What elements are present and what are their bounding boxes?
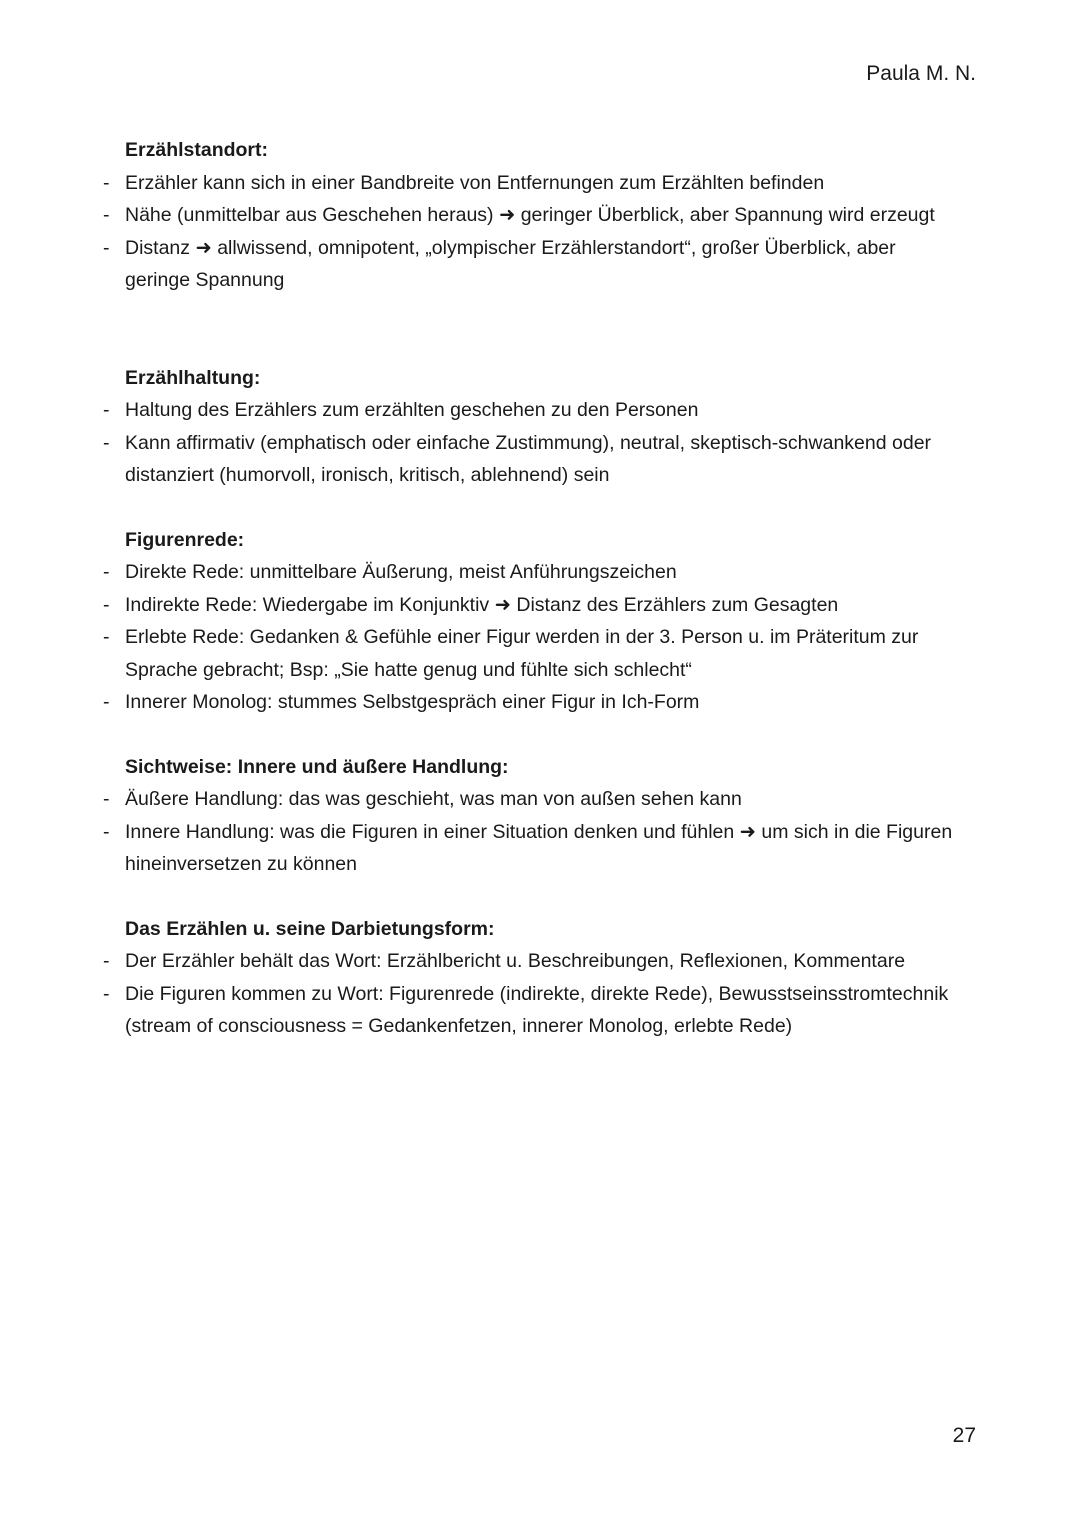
- bullet-list: [0, 394, 1080, 492]
- section-darbietungsform: [0, 913, 1080, 1043]
- list-item: - Äußere Handlung: das was geschieht, was man von außen sehen kann: [125, 783, 980, 816]
- bullet-dash: -: [103, 171, 110, 194]
- list-item: - Der Erzähler behält das Wort: Erzählbericht u. Beschreibungen, Reflexionen, Kommentare: [125, 945, 980, 978]
- bullet-list: [0, 167, 1080, 297]
- section-title: Figurenrede:: [125, 528, 245, 551]
- bullet-dash: -: [103, 820, 110, 843]
- section-figurenrede: [0, 524, 1080, 719]
- bullet-dash: -: [103, 561, 110, 583]
- section-title: Erzählstandort:: [125, 139, 269, 161]
- bullet-dash: -: [103, 431, 110, 454]
- list-item: - Erlebte Rede: Gedanken & Gefühle einer Figur werden in der 3. Person u. im Präteritum zur Sprache gebracht; Bsp: „Sie hatte genug und fühlte sich schlecht“: [125, 621, 945, 686]
- bullet-list: [0, 556, 1080, 719]
- bullet-dash: -: [103, 982, 110, 1005]
- bullet-dash: -: [103, 204, 110, 226]
- list-item: - Kann affirmativ (emphatisch oder einfache Zustimmung), neutral, skeptisch-schwankend oder distanziert (humorvoll, ironisch, kritisch, ablehnend) sein: [125, 427, 980, 492]
- section-title: Sichtweise: Innere und äußere Handlung:: [125, 755, 509, 778]
- list-item: - Haltung des Erzählers zum erzählten geschehen zu den Personen: [125, 394, 980, 427]
- bullet-dash: -: [103, 236, 110, 259]
- list-item: - Direkte Rede: unmittelbare Äußerung, meist Anführungszeichen: [125, 556, 980, 589]
- bullet-dash: -: [103, 788, 110, 810]
- bullet-dash: -: [103, 626, 110, 648]
- bullet-dash: -: [103, 950, 110, 972]
- author-name: Paula M. N.: [866, 62, 976, 85]
- list-item: - Nähe (unmittelbar aus Geschehen heraus) ➜ geringer Überblick, aber Spannung wird erzeugt: [125, 199, 980, 232]
- list-item: - Die Figuren kommen zu Wort: Figurenrede (indirekte, direkte Rede), Bewusstseinsstromtechnik (stream of consciousness = Gedankenfetzen, innerer Monolog, erlebte Rede): [125, 978, 980, 1043]
- section-sichtweise: [0, 751, 1080, 881]
- list-item: - Erzähler kann sich in einer Bandbreite von Entfernungen zum Erzählten befinden: [125, 167, 980, 200]
- bullet-list: [0, 945, 1080, 1043]
- page-content: [0, 134, 1080, 1043]
- bullet-dash: -: [103, 593, 110, 616]
- list-item: - Distanz ➜ allwissend, omnipotent, „olympischer Erzählerstandort“, großer Überblick, aber geringe Spannung: [125, 232, 935, 297]
- bullet-dash: -: [103, 691, 110, 713]
- page-number: 27: [952, 1424, 976, 1447]
- list-item: - Indirekte Rede: Wiedergabe im Konjunktiv ➜ Distanz des Erzählers zum Gesagten: [125, 589, 980, 622]
- section-erzaehlhaltung: [0, 362, 1080, 492]
- section-erzaehlstandort: [0, 134, 1080, 297]
- section-title: Erzählhaltung:: [125, 366, 261, 389]
- list-item: - Innerer Monolog: stummes Selbstgespräch einer Figur in Ich-Form: [125, 686, 980, 719]
- list-item: - Innere Handlung: was die Figuren in einer Situation denken und fühlen ➜ um sich in die Figuren hineinversetzen zu können: [125, 816, 985, 881]
- section-title: Das Erzählen u. seine Darbietungsform:: [125, 917, 495, 940]
- bullet-dash: -: [103, 399, 110, 421]
- bullet-list: [0, 783, 1080, 881]
